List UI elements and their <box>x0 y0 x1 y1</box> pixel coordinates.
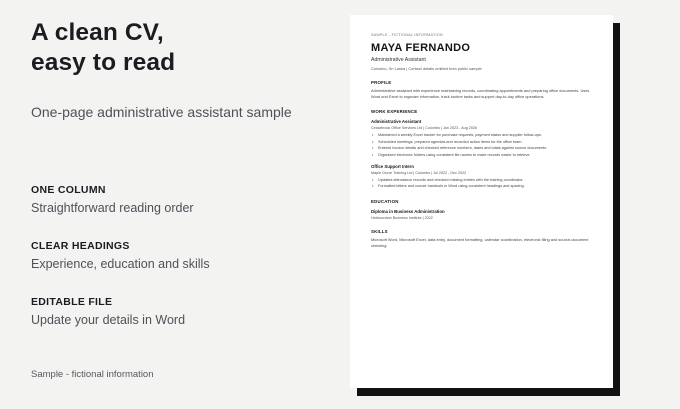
job-bullets <box>371 132 599 158</box>
feature-title: CLEAR HEADINGS <box>31 240 130 252</box>
list-item: • Scheduled meetings, prepared agendas and recorded action items for the office team. <box>371 139 599 146</box>
list-item: • Organized electronic folders using consistent file names to make records easier to retrieve. <box>371 152 599 159</box>
footnote: Sample - fictional information <box>31 369 154 380</box>
feature-title: ONE COLUMN <box>31 184 106 196</box>
feature-one-column <box>31 184 194 215</box>
job-title: Office Support Intern <box>371 163 414 169</box>
feature-description: Experience, education and skills <box>31 257 210 271</box>
profile-text: Administrative assistant with experience maintaining records, coordinating appointments and preparing office documents. Uses Word and Excel to organize information, track routine tasks and support day-to-day office operations. <box>371 88 590 100</box>
profile-heading: PROFILE <box>371 80 392 85</box>
headline-line-2: easy to read <box>31 49 176 76</box>
cv-page <box>350 15 613 388</box>
education-meta: Harbourview Business Institute | 2022 <box>371 215 433 220</box>
feature-description: Straightforward reading order <box>31 201 194 215</box>
list-item: • Updated attendance records and checked missing entries with the training coordinator. <box>371 177 599 184</box>
headline <box>31 18 175 78</box>
list-item: • Formatted letters and course handouts in Word using consistent headings and spacing. <box>371 183 599 190</box>
job-meta: Maple Grove Training Ltd | Colombo | Jul 2022 - Dec 2022 <box>371 170 467 175</box>
feature-description: Update your details in Word <box>31 313 186 327</box>
feature-editable-file <box>31 296 185 327</box>
feature-title: EDITABLE FILE <box>31 296 113 308</box>
cv-contact: Colombo, Sri Lanka | Contact details omitted from public sample <box>371 66 482 71</box>
job-meta: Cedarbrook Office Services Ltd | Colombo | Jan 2023 - Aug 2026 <box>371 126 477 131</box>
feature-clear-headings <box>31 240 210 271</box>
job-title: Administrative Assistant <box>371 119 422 125</box>
job-bullets <box>371 177 599 190</box>
experience-heading: WORK EXPERIENCE <box>371 109 418 115</box>
list-item: • Maintained a weekly Excel tracker for purchase requests, payment status and supplier follow-ups. <box>371 132 599 139</box>
headline-line-1: A clean CV, <box>31 19 164 46</box>
sample-tag: SAMPLE - FICTIONAL INFORMATION <box>371 33 443 37</box>
cv-name: MAYA FERNANDO <box>371 42 471 54</box>
subtitle: One-page administrative assistant sample <box>31 104 292 120</box>
education-heading: EDUCATION <box>371 198 399 204</box>
cv-role: Administrative Assistant <box>371 57 426 63</box>
list-item: • Entered invoice details and checked reference numbers, dates and totals against source documents. <box>371 145 599 152</box>
skills-heading: SKILLS <box>371 228 388 234</box>
skills-text: Microsoft Word, Microsoft Excel, data entry, document formatting, calendar coordination, electronic filing and source-document checking. <box>371 236 589 248</box>
education-title: Diploma in Business Administration <box>371 208 445 214</box>
